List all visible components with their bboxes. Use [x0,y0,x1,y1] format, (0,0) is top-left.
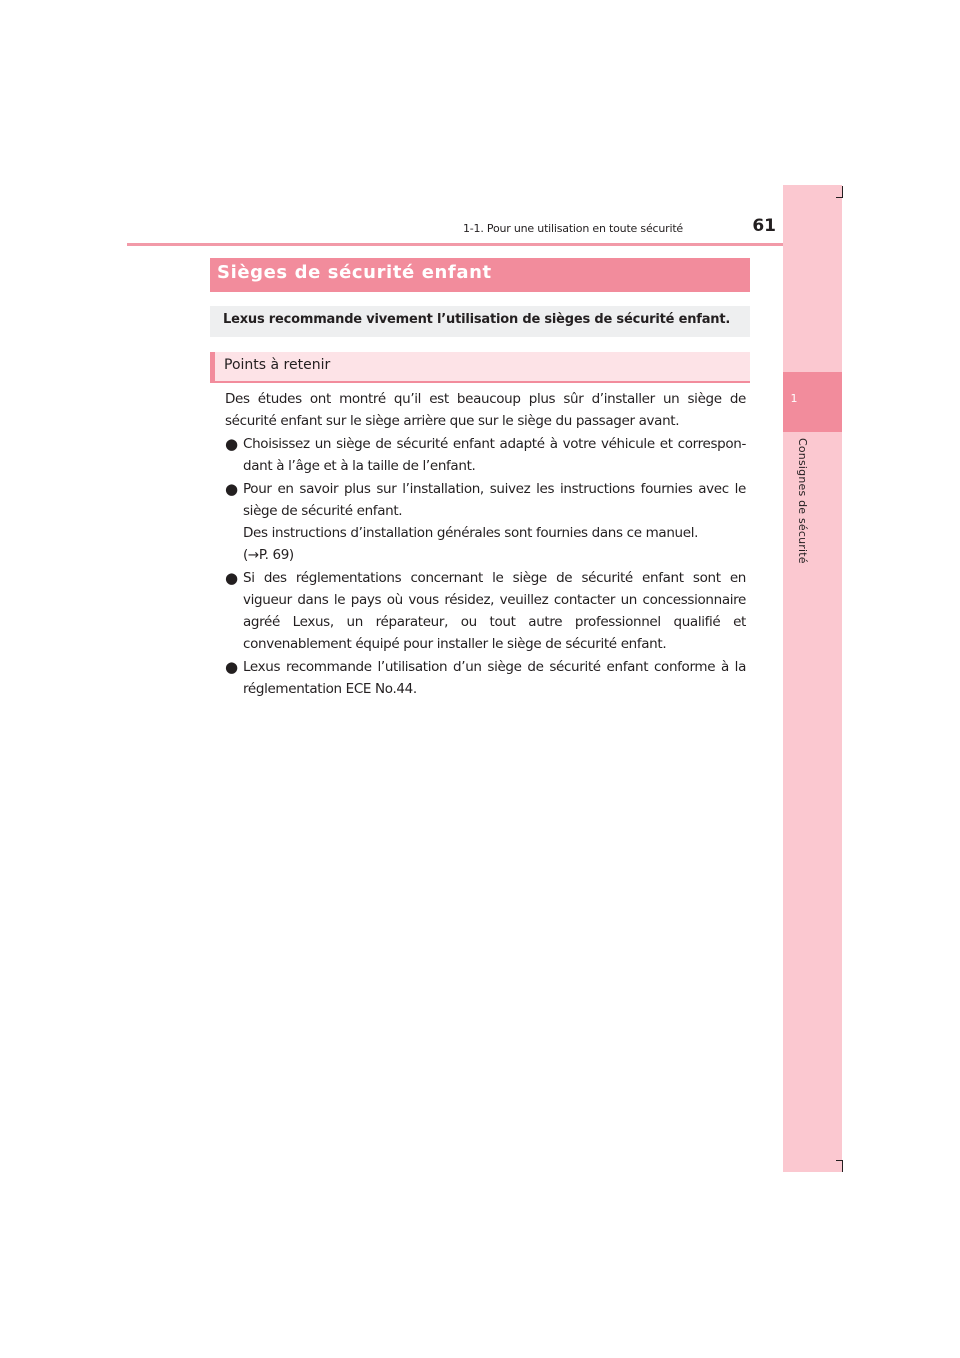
running-header: 1-1. Pour une utilisation en toute sécurité [462,222,683,235]
bullet-item-3: Si des réglementations concernant le siège de sécurité enfant sont en vigueur dans le pays où vous résidez, veuillez contacter un concessionnaire agréé Lexus, un réparateur, ou tout autre professionnel qualifié et convenablement équipé pour installer le siège de sécurité enfant. [243,570,746,652]
bullet-glyph: ● [225,658,239,676]
subsection-title: Points à retenir [224,357,331,373]
bullet-item-1: Choisissez un siège de sécurité enfant adapté à votre véhicule et correspon- dant à l’âge et à la taille de l’enfant. [243,436,746,474]
bullet-item-4: Lexus recommande l’utilisation d’un siège de sécurité enfant conforme à la réglementation ECE No.44. [243,659,746,697]
body-paragraph: Des études ont montré qu’il est beaucoup plus sûr d’installer un siège de sécurité enfant sur le siège arrière que sur le siège du passager avant. [225,391,746,429]
bullet-glyph: ● [225,435,239,453]
bullet-glyph: ● [225,569,239,587]
bullet-item-2: Pour en savoir plus sur l’installation, suivez les instructions fournies avec le siège de sécurité enfant. [243,481,746,519]
page-reference[interactable]: (→P. 69) [243,547,294,563]
page-number: 61 [752,216,776,236]
intro-text: Lexus recommande vivement l’utilisation de sièges de sécurité enfant. [223,312,731,327]
section-title: Sièges de sécurité enfant [217,262,492,283]
bullet-item-2-extra: Des instructions d’installation générales sont fournies dans ce manuel. [243,525,699,541]
crop-mark-bottom-tick [836,1160,843,1161]
chapter-side-strip [783,185,842,1172]
bullet-glyph: ● [225,480,239,498]
header-rule [127,243,842,246]
chapter-number: 1 [790,392,798,405]
chapter-title: Consignes de sécurité [796,438,809,564]
subsection-marker [210,352,215,381]
crop-mark-bottom [842,1160,843,1172]
crop-mark-top-tick [836,197,843,198]
